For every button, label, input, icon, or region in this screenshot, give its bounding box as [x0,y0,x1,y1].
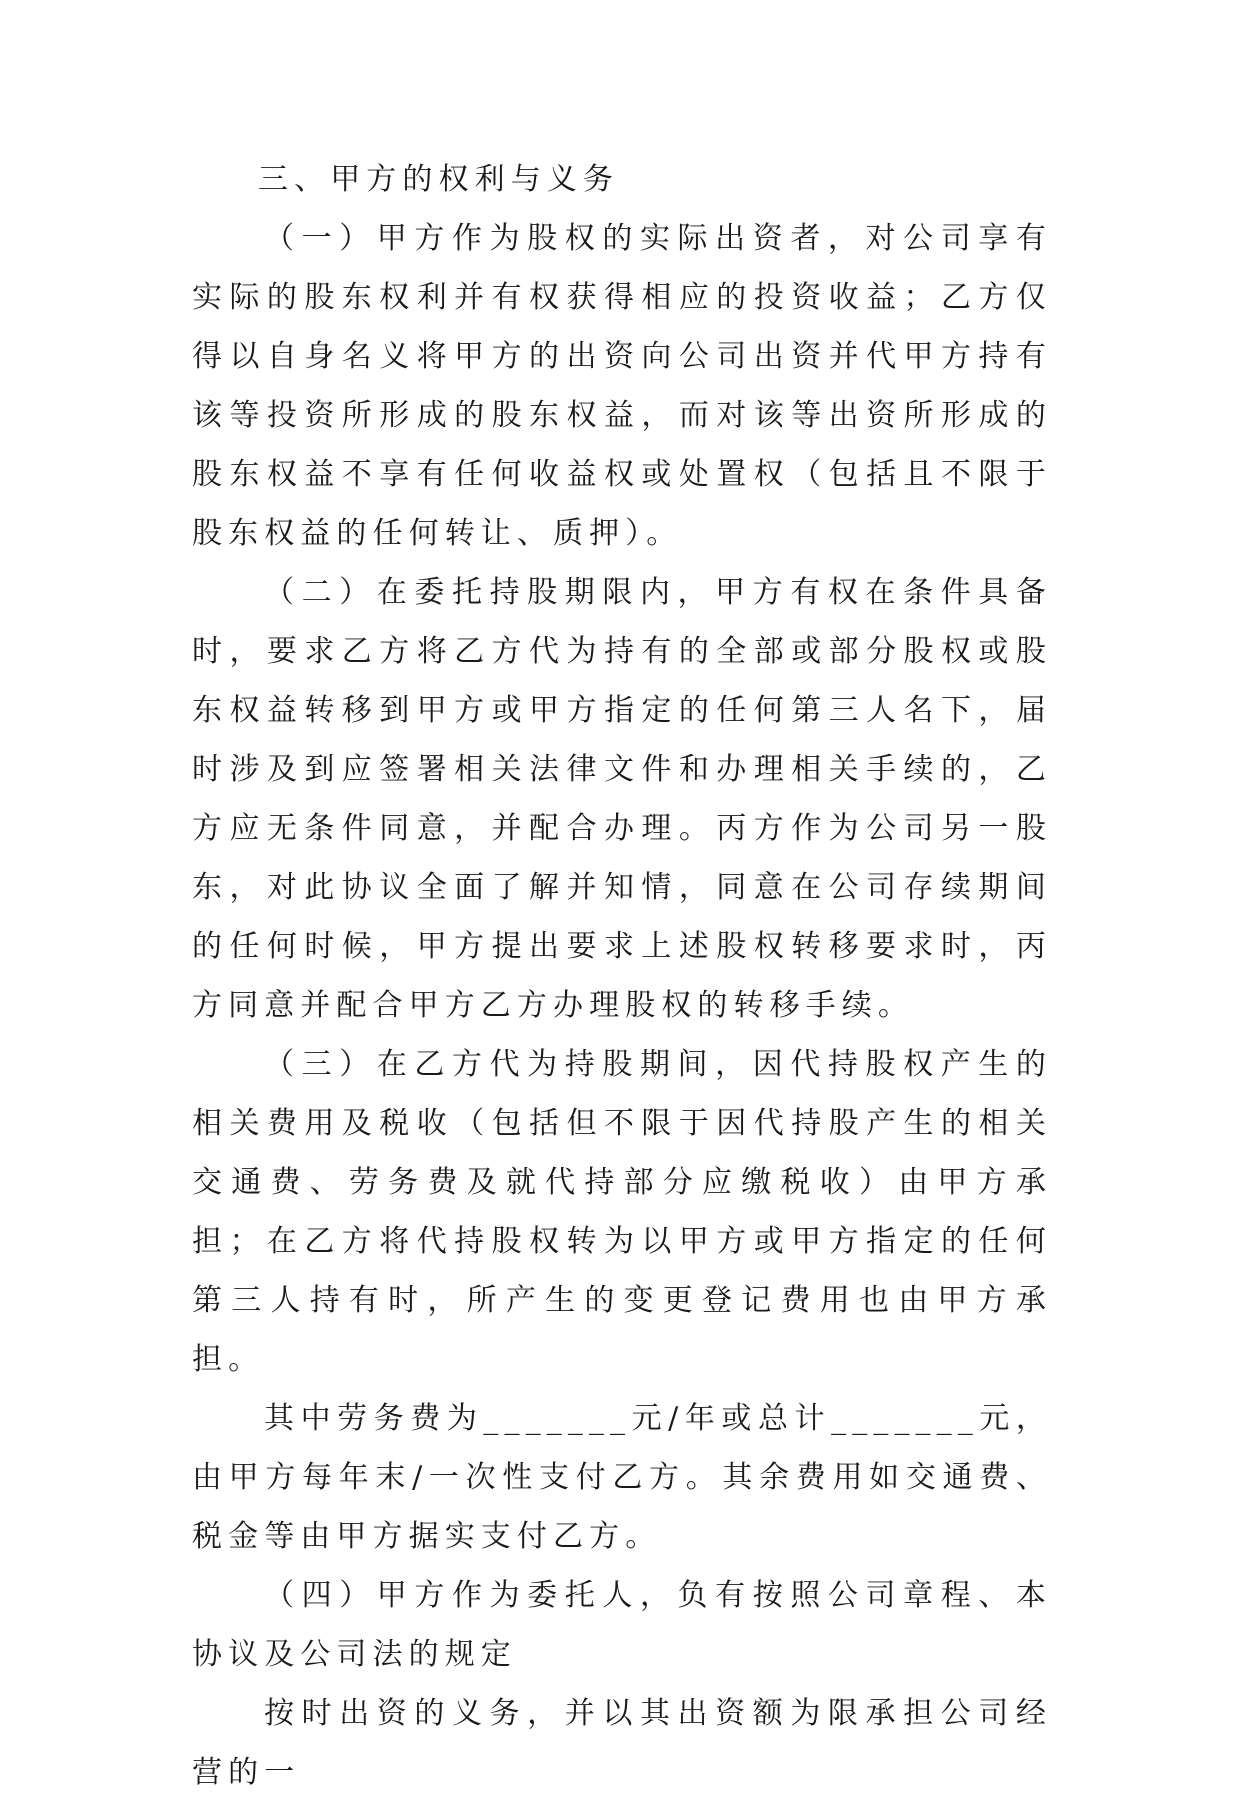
paragraph-1: （一）甲方作为股权的实际出资者，对公司享有实际的股东权利并有权获得相应的投资收益；乙方仅得以自身名义将甲方的出资向公司出资并代甲方持有该等投资所形成的股东权益，而对该等出资所形成的股东权益不享有任何收益权或处置权（包括且不限于股东权益的任何转让、质押）。 [192,221,1052,551]
paragraph-continuation: 按时出资的义务，并以其出资额为限承担公司经营的一 [192,1696,1052,1790]
paragraph-4: （四）甲方作为委托人，负有按照公司章程、本协议及公司法的规定 [192,1578,1052,1672]
section-heading: 三、甲方的权利与义务 [258,162,619,197]
document-page [192,150,1052,1802]
paragraph-3: （三）在乙方代为持股期间，因代持股权产生的相关费用及税收（包括但不限于因代持股产生的相关交通费、劳务费及就代持部分应缴税收）由甲方承担；在乙方将代持股权转为以甲方或甲方指定的任何第三人持有时，所产生的变更登记费用也由甲方承担。 [192,1047,1052,1377]
paragraph-fees: 其中劳务费为_______元/年或总计_______元，由甲方每年末/一次性支付乙方。其余费用如交通费、税金等由甲方据实支付乙方。 [192,1401,1052,1554]
paragraph-2: （二）在委托持股期限内，甲方有权在条件具备时，要求乙方将乙方代为持有的全部或部分股权或股东权益转移到甲方或甲方指定的任何第三人名下，届时涉及到应签署相关法律文件和办理相关手续的，乙方应无条件同意，并配合办理。丙方作为公司另一股东，对此协议全面了解并知情，同意在公司存续期间的任何时候，甲方提出要求上述股权转移要求时，丙方同意并配合甲方乙方办理股权的转移手续。 [192,575,1052,1023]
